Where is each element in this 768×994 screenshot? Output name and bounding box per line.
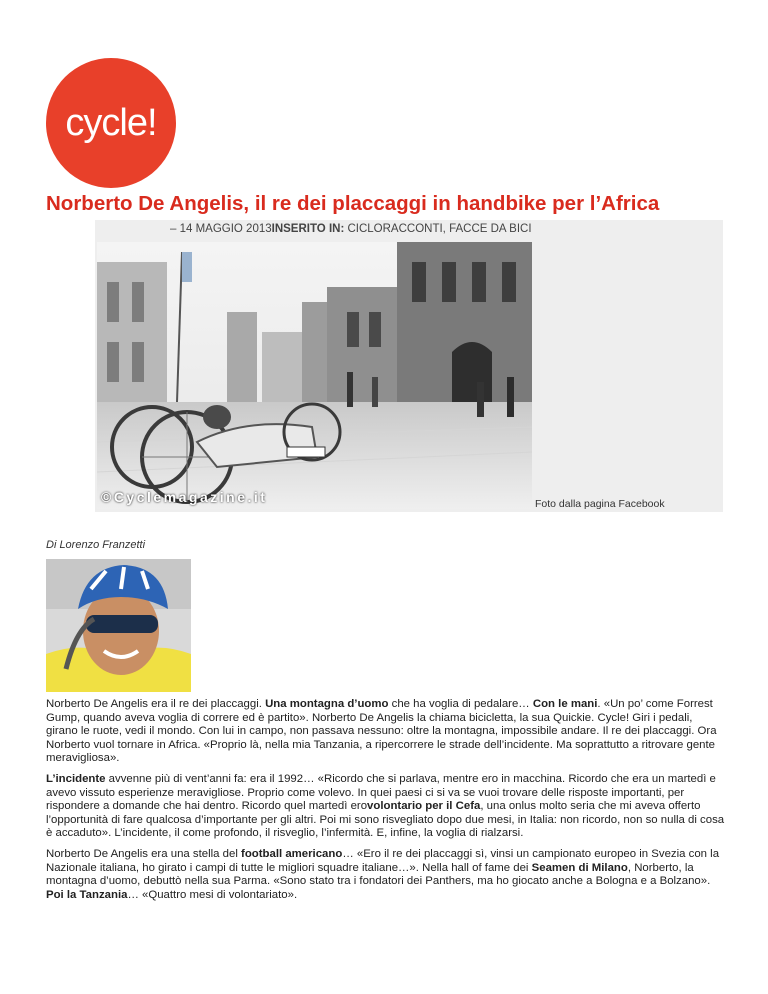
photo-watermark: ©Cyclemagazine.it bbox=[101, 489, 268, 505]
text: Norberto De Angelis era una stella del bbox=[46, 847, 242, 860]
post-date: – 14 MAGGIO 2013 bbox=[170, 223, 272, 235]
article-body bbox=[46, 698, 726, 909]
strong-text: Con le mani bbox=[532, 698, 598, 710]
byline: Di Lorenzo Franzetti bbox=[46, 539, 146, 551]
helmet-portrait-illustration bbox=[46, 559, 191, 692]
strong-text: L’incidente bbox=[46, 772, 106, 785]
text: che ha voglia di pedalare… bbox=[388, 698, 533, 710]
strong-text: volontario per il Cefa bbox=[367, 800, 481, 813]
logo-text: cycle! bbox=[65, 101, 157, 144]
paragraph-2 bbox=[46, 773, 726, 841]
photo-caption: Foto dalla pagina Facebook bbox=[535, 498, 665, 510]
text: avvenne più di vent’anni fa: era il 1992… «Ricordo che si parlava, mentre ero in macchina. Ricordo che era un martedì e avevo vissuto esperienze meravigliose. Proprio come volevo. In quei paesi ci si va se vuoi trovare delle risposte importanti, per rispondere a domande che hai dentro. Ricordo quel martedì ero bbox=[46, 772, 716, 813]
strong-text: Seamen di Milano bbox=[531, 861, 628, 874]
filed-label: INSERITO IN: bbox=[271, 223, 345, 235]
piazza-handbike-illustration bbox=[97, 242, 532, 509]
author-portrait bbox=[46, 559, 191, 692]
paragraph-3 bbox=[46, 848, 726, 902]
text: … «Ero il re dei placcaggi sì, vinsi un campionato europeo in Svezia con la Nazionale italiana, ho girato i campi di tutte le migliori squadre italiane…». Nella hall of fame dei bbox=[46, 847, 720, 874]
text: . «Un po’ come Forrest Gump, quando aveva voglia di correre ed è partito». Norberto De Angelis la chiama bicicletta, la sua Quickie. Cycle! Giri i pedali, girano le ruote, vedi il mondo. Con lui in campo, non passava nessuno: oltre la montagna, impossibile andare. Il re dei placcaggi. Ora Norberto vuol tornare in Africa. «Proprio là, nella mia Tanzania, a ripercorrere le strade dell’incidente. Ma soprattutto a ritrovare gente meravigliosa». bbox=[46, 698, 717, 765]
strong-text: football americano bbox=[241, 847, 343, 860]
text: … «Quattro mesi di volontariato». bbox=[127, 888, 298, 901]
cycle-logo[interactable] bbox=[46, 58, 176, 188]
post-meta bbox=[170, 223, 532, 235]
article-photo bbox=[97, 242, 532, 509]
post-categories[interactable]: CICLORACCONTI, FACCE DA BICI bbox=[347, 223, 532, 235]
text: Norberto De Angelis era il re dei placcaggi. bbox=[46, 698, 266, 710]
strong-text: Una montagna d’uomo bbox=[265, 698, 389, 710]
article-title[interactable]: Norberto De Angelis, il re dei placcaggi in handbike per l’Africa bbox=[46, 192, 660, 215]
text: , una onlus molto seria che mi aveva offerto l’opportunità di fare qualcosa d’importante per gli altri. Poi mi sono risvegliato dopo due mesi, in Italia: non ricordo, non so nulla di cosa è accaduto». L’incidente, il come profondo, il risveglio, l’infermità. E, infine, la voglia di rialzarsi. bbox=[46, 800, 725, 840]
paragraph-1 bbox=[46, 698, 726, 766]
strong-text: Poi la Tanzania bbox=[46, 888, 128, 901]
text: , Norberto, la montagna d’uomo, debuttò nella sua Parma. «Sono stato tra i fondatori dei Panthers, ma ho giocato anche a Bologna e a Bolzano». bbox=[46, 861, 711, 888]
